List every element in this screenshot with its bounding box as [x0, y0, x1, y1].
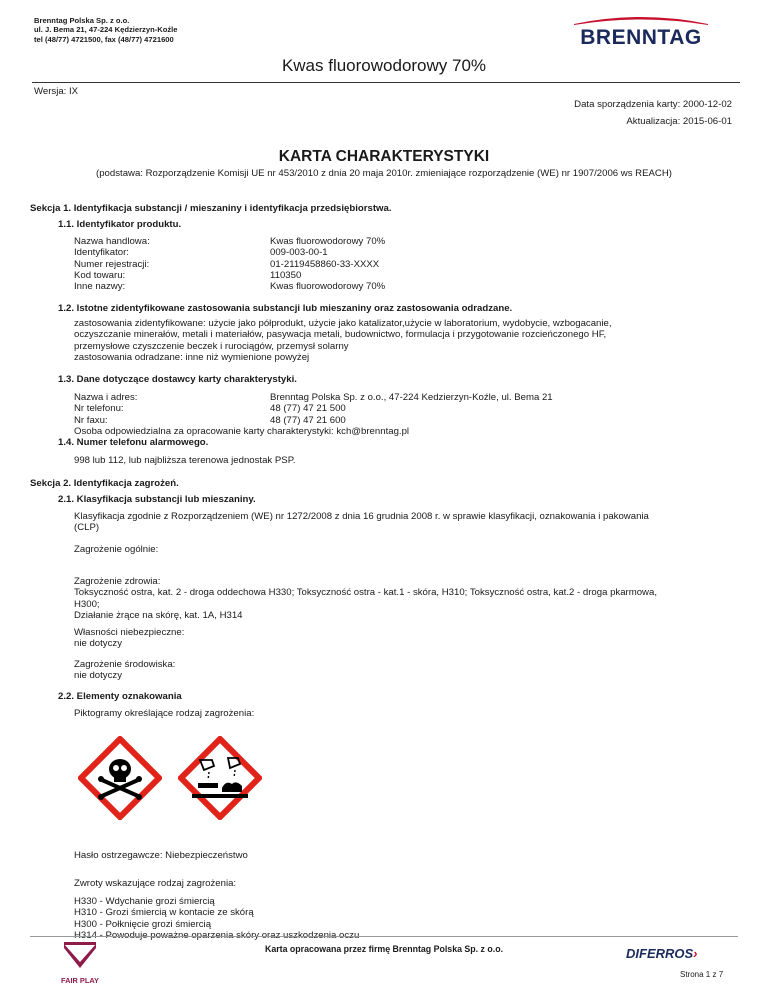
physical-hazard	[74, 627, 184, 650]
health-line: Toksyczność ostra, kat. 2 - droga oddechowa H330; Toksyczność ostra - kat.1 - skóra, H310; Toksyczność ostra, kat.2 - droga pkarmowa,	[74, 587, 657, 599]
health-hazard	[74, 576, 657, 621]
pictograms-label: Piktogramy określające rodzaj zagrożenia:	[74, 708, 255, 719]
footer-divider	[30, 936, 738, 937]
val-identifier: 009-003-00-1	[270, 247, 328, 259]
section1-title: Sekcja 1. Identyfikacja substancji / mieszaniny i identyfikacja przedsiębiorstwa.	[30, 203, 392, 214]
signal-word: Hasło ostrzegawcze: Niebezpieczeństwo	[74, 850, 248, 861]
key-name-address: Nazwa i adres:	[74, 392, 138, 403]
diferros-text: DIFERROS	[626, 946, 694, 961]
s13-values	[270, 392, 553, 426]
key-identifier: Identyfikator:	[74, 247, 129, 259]
document-heading: KARTA CHARAKTERYSTYKI	[278, 148, 490, 165]
date-updated: Aktualizacja: 2015-06-01	[626, 116, 732, 127]
s12-title: 1.2. Istotne zidentyfikowane zastosowania substancji lub mieszaniny oraz zastosowania odradzane.	[58, 303, 513, 314]
val-registration: 01-2119458860-33-XXXX	[270, 258, 380, 270]
val-phone: 48 (77) 47 21 500	[270, 403, 346, 415]
company-street: ul. J. Bema 21, 47-224 Kędzierzyn-Koźle	[34, 25, 178, 35]
key-fax: Nr faxu:	[74, 414, 108, 426]
corrosion-icon	[178, 736, 262, 820]
s11-values	[270, 236, 385, 292]
health-label: Zagrożenie zdrowia:	[74, 576, 161, 587]
key-trade-name: Nazwa handlowa:	[74, 236, 150, 247]
health-line: Działanie żrące na skórę, kat. 1A, H314	[74, 609, 243, 621]
s11-title: 1.1. Identyfikator produktu.	[58, 219, 182, 230]
chevron-right-icon: ›	[693, 946, 698, 961]
hazard-h330: H330 - Wdychanie grozi śmiercią	[74, 896, 215, 907]
hazard-h300: H300 - Połknięcie grozi śmiercią	[74, 918, 212, 930]
diferros-logo	[626, 946, 698, 961]
fair-play-label: FAIR PLAY	[61, 976, 99, 985]
version: Wersja: IX	[34, 86, 79, 97]
val-product-code: 110350	[270, 269, 302, 281]
logo-text: BRENNTAG	[580, 26, 702, 48]
s11-keys	[74, 236, 150, 292]
prepared-by: Karta opracowana przez firmę Brenntag Polska Sp. z o.o.	[264, 944, 504, 954]
hazard-statements	[74, 896, 359, 941]
val-trade-name: Kwas fluorowodorowy 70%	[270, 236, 386, 247]
val-name-address: Brenntag Polska Sp. z o.o., 47-224 Kedzierzyn-Koźle, ul. Bema 21	[270, 392, 553, 403]
page-number: Strona 1 z 7	[680, 970, 724, 979]
key-registration: Numer rejestracji:	[74, 258, 150, 270]
health-line: H300;	[74, 598, 100, 610]
responsible-person: Osoba odpowiedzialna za opracowanie karty charakterystyki: kch@brenntag.pl	[74, 425, 410, 437]
val-other-names: Kwas fluorowodorowy 70%	[270, 281, 386, 293]
s13-title: 1.3. Dane dotyczące dostawcy karty charakterystyki.	[58, 374, 297, 385]
key-other-names: Inne nazwy:	[74, 281, 126, 293]
s22-title: 2.2. Elementy oznakowania	[58, 691, 182, 702]
skull-crossbones-icon	[78, 736, 162, 820]
s12-line: przemysłowe czyszczenie beczek i rurociągów, przemysł solarny	[74, 340, 349, 352]
val-fax: 48 (77) 47 21 600	[270, 414, 346, 426]
s12-text	[74, 318, 612, 363]
company-phone: tel (48/77) 4721500, fax (48/77) 4721600	[34, 34, 174, 44]
env-label: Zagrożenie środowiska:	[74, 659, 176, 670]
s21-classification	[74, 511, 649, 534]
section2-title: Sekcja 2. Identyfikacja zagrożeń.	[30, 478, 179, 489]
product-title: Kwas fluorowodorowy 70%	[281, 56, 487, 75]
key-phone: Nr telefonu:	[74, 403, 124, 415]
general-hazard-label: Zagrożenie ogólnie:	[74, 544, 159, 555]
physical-value: nie dotyczy	[74, 638, 122, 650]
company-address	[34, 16, 178, 44]
brenntag-logo	[566, 12, 716, 48]
s21-line: (CLP)	[74, 522, 100, 534]
physical-label: Własności niebezpieczne:	[74, 627, 185, 638]
environment-hazard	[74, 659, 175, 682]
s12-line: oczyszczanie minerałów, metali i materiałów, pasywacja metali, budownictwo, formulacja i przygotowanie rozcieńczonego HF,	[74, 329, 607, 341]
key-product-code: Kod towaru:	[74, 269, 126, 281]
header-divider	[32, 82, 740, 83]
s21-title: 2.1. Klasyfikacja substancji lub mieszaniny.	[58, 494, 256, 505]
env-value: nie dotyczy	[74, 670, 122, 682]
s12-line: zastosowania zidentyfikowane: użycie jako półprodukt, użycie jako katalizator,użycie w laboratorium, wydobycie, wzbogacanie,	[74, 318, 612, 329]
s14-title: 1.4. Numer telefonu alarmowego.	[58, 437, 209, 448]
legal-basis: (podstawa: Rozporządzenie Komisji UE nr 453/2010 z dnia 20 maja 2010r. zmieniające rozporządzenie (WE) nr 1907/2006 ws REACH)	[96, 168, 672, 179]
s14-text: 998 lub 112, lub najbliższa terenowa jednostak PSP.	[74, 455, 296, 466]
date-created: Data sporządzenia karty: 2000-12-02	[574, 99, 732, 110]
s12-line: zastosowania odradzane: inne niż wymienione powyżej	[74, 351, 310, 363]
company-name: Brenntag Polska Sp. z o.o.	[34, 16, 130, 25]
hazard-h310: H310 - Grozi śmiercią w kontacie ze skórą	[74, 907, 254, 919]
s21-line: Klasyfikacja zgodnie z Rozporządzeniem (WE) nr 1272/2008 z dnia 16 grudnia 2008 r. w sprawie klasyfikacji, oznakowania i pakowania	[74, 511, 649, 522]
hazard-statements-label: Zwroty wskazujące rodzaj zagrożenia:	[74, 878, 237, 889]
